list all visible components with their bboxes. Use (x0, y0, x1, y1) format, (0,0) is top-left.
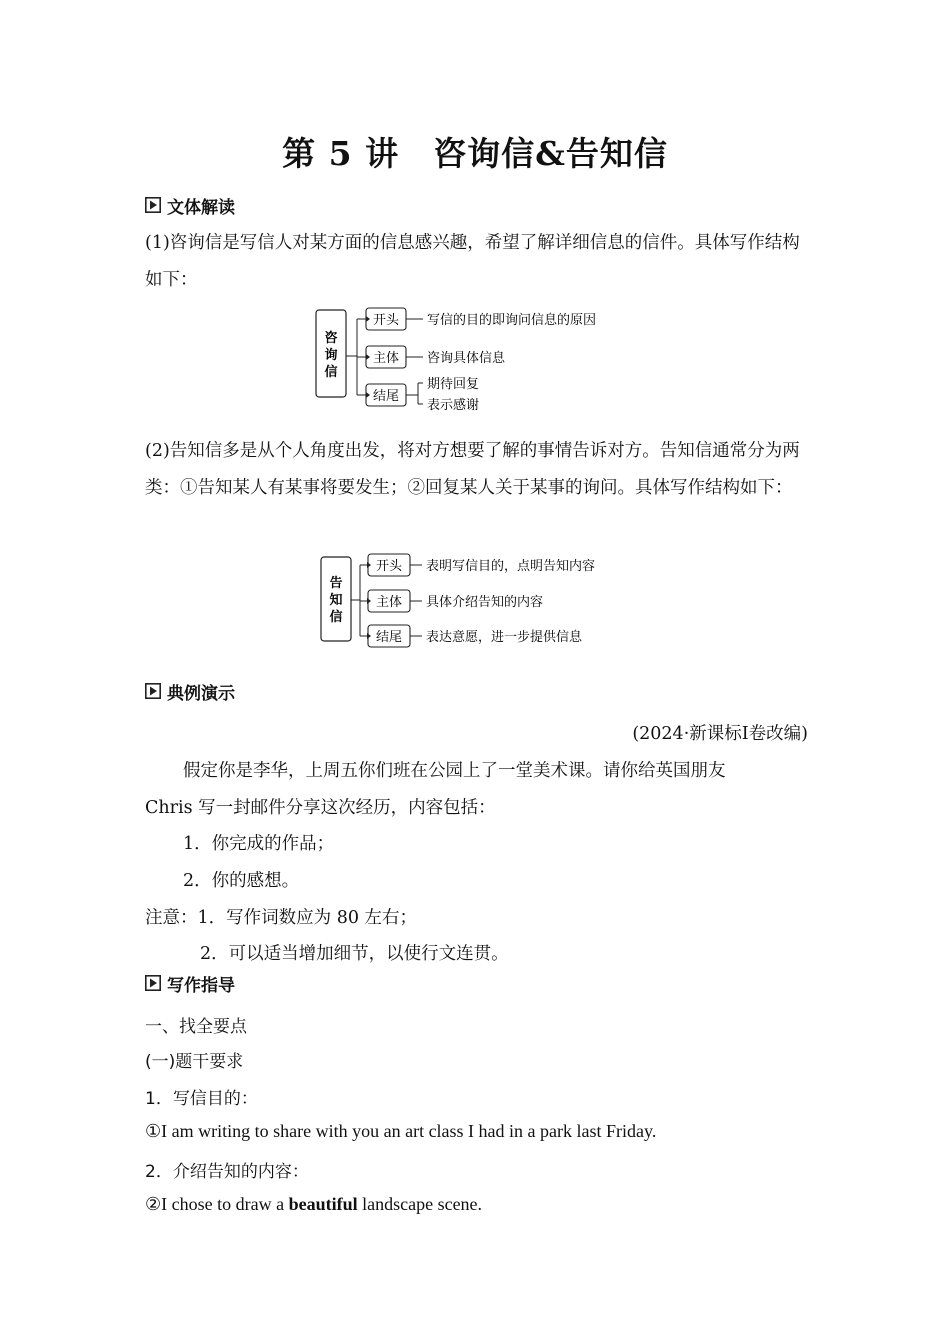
diagram-node-desc: 表达意愿，进一步提供信息 (426, 630, 583, 645)
guide-sentence: ①I am writing to share with you an art class I had in a park last Friday. (145, 1121, 657, 1141)
diagram-root-char: 知 (329, 593, 343, 608)
diagram-node-label: 主体 (375, 595, 403, 610)
play-box-icon (145, 683, 161, 699)
source-citation: (2024·新课标Ⅰ卷改编) (632, 724, 808, 744)
guide-sentence (145, 1194, 482, 1215)
diagram-root-char: 询 (324, 348, 338, 363)
diagram-root-char: 信 (324, 365, 338, 380)
play-box-icon (145, 975, 161, 991)
requirement-item: 2．你的感想。 (183, 871, 300, 891)
play-box-icon (145, 197, 161, 213)
sentence-text: ②I chose to draw a (145, 1194, 289, 1214)
diagram-node-desc: 表示感谢 (427, 398, 480, 413)
section-heading-text: 文体解读 (167, 197, 235, 218)
diagram-node-desc: 写信的目的即询问信息的原因 (427, 313, 597, 328)
section-heading-text: 写作指导 (167, 975, 235, 996)
note-item: 2．可以适当增加细节，以使行文连贯。 (200, 944, 509, 964)
diagram-root-char: 咨 (324, 331, 338, 346)
diagram-node-label: 开头 (372, 313, 400, 328)
page-title: 第 5 讲 咨询信&告知信 (282, 134, 668, 173)
diagram-node-desc: 具体介绍告知的内容 (426, 595, 544, 610)
diagram-node-desc: 表明写信目的，点明告知内容 (426, 559, 596, 574)
diagram-node-desc: 期待回复 (427, 377, 480, 392)
consult-letter-structure-diagram (310, 300, 640, 418)
paragraph-consult-letter: (1)咨询信是写信人对某方面的信息感兴趣，希望了解详细信息的信件。具体写作结构如下： (145, 233, 800, 290)
guide-heading: 一、找全要点 (145, 1017, 247, 1037)
sentence-bold-word: beautiful (288, 1194, 358, 1214)
section-heading-reading (145, 193, 235, 217)
sentence-text: landscape scene. (357, 1194, 483, 1214)
diagram-root-char: 告 (329, 576, 343, 591)
diagram-node-label: 结尾 (375, 630, 403, 645)
note-item: 注意：1．写作词数应为 80 左右； (145, 908, 418, 928)
section-heading-text: 典例演示 (167, 683, 235, 704)
diagram-node-label: 结尾 (372, 389, 400, 404)
section-heading-guide (145, 971, 235, 995)
diagram-node-label: 开头 (375, 559, 403, 574)
diagram-node-label: 主体 (372, 351, 400, 366)
diagram-node-desc: 咨询具体信息 (427, 351, 506, 366)
notice-letter-structure-diagram (315, 548, 645, 652)
paragraph-notice-letter: (2)告知信多是从个人角度出发，将对方想要了解的事情告诉对方。告知信通常分为两类：①告知某人有某事将要发生；②回复某人关于某事的询问。具体写作结构如下： (145, 441, 800, 498)
guide-item: 1．写信目的： (145, 1089, 258, 1109)
section-heading-example (145, 679, 235, 703)
prompt-line: Chris 写一封邮件分享这次经历，内容包括： (145, 798, 496, 818)
diagram-root-char: 信 (329, 610, 343, 625)
guide-item: 2．介绍告知的内容： (145, 1162, 309, 1182)
guide-subheading: (一)题干要求 (145, 1052, 244, 1072)
requirement-item: 1．你完成的作品； (183, 834, 335, 854)
prompt-line: 假定你是李华，上周五你们班在公园上了一堂美术课。请你给英国朋友 (183, 761, 726, 781)
